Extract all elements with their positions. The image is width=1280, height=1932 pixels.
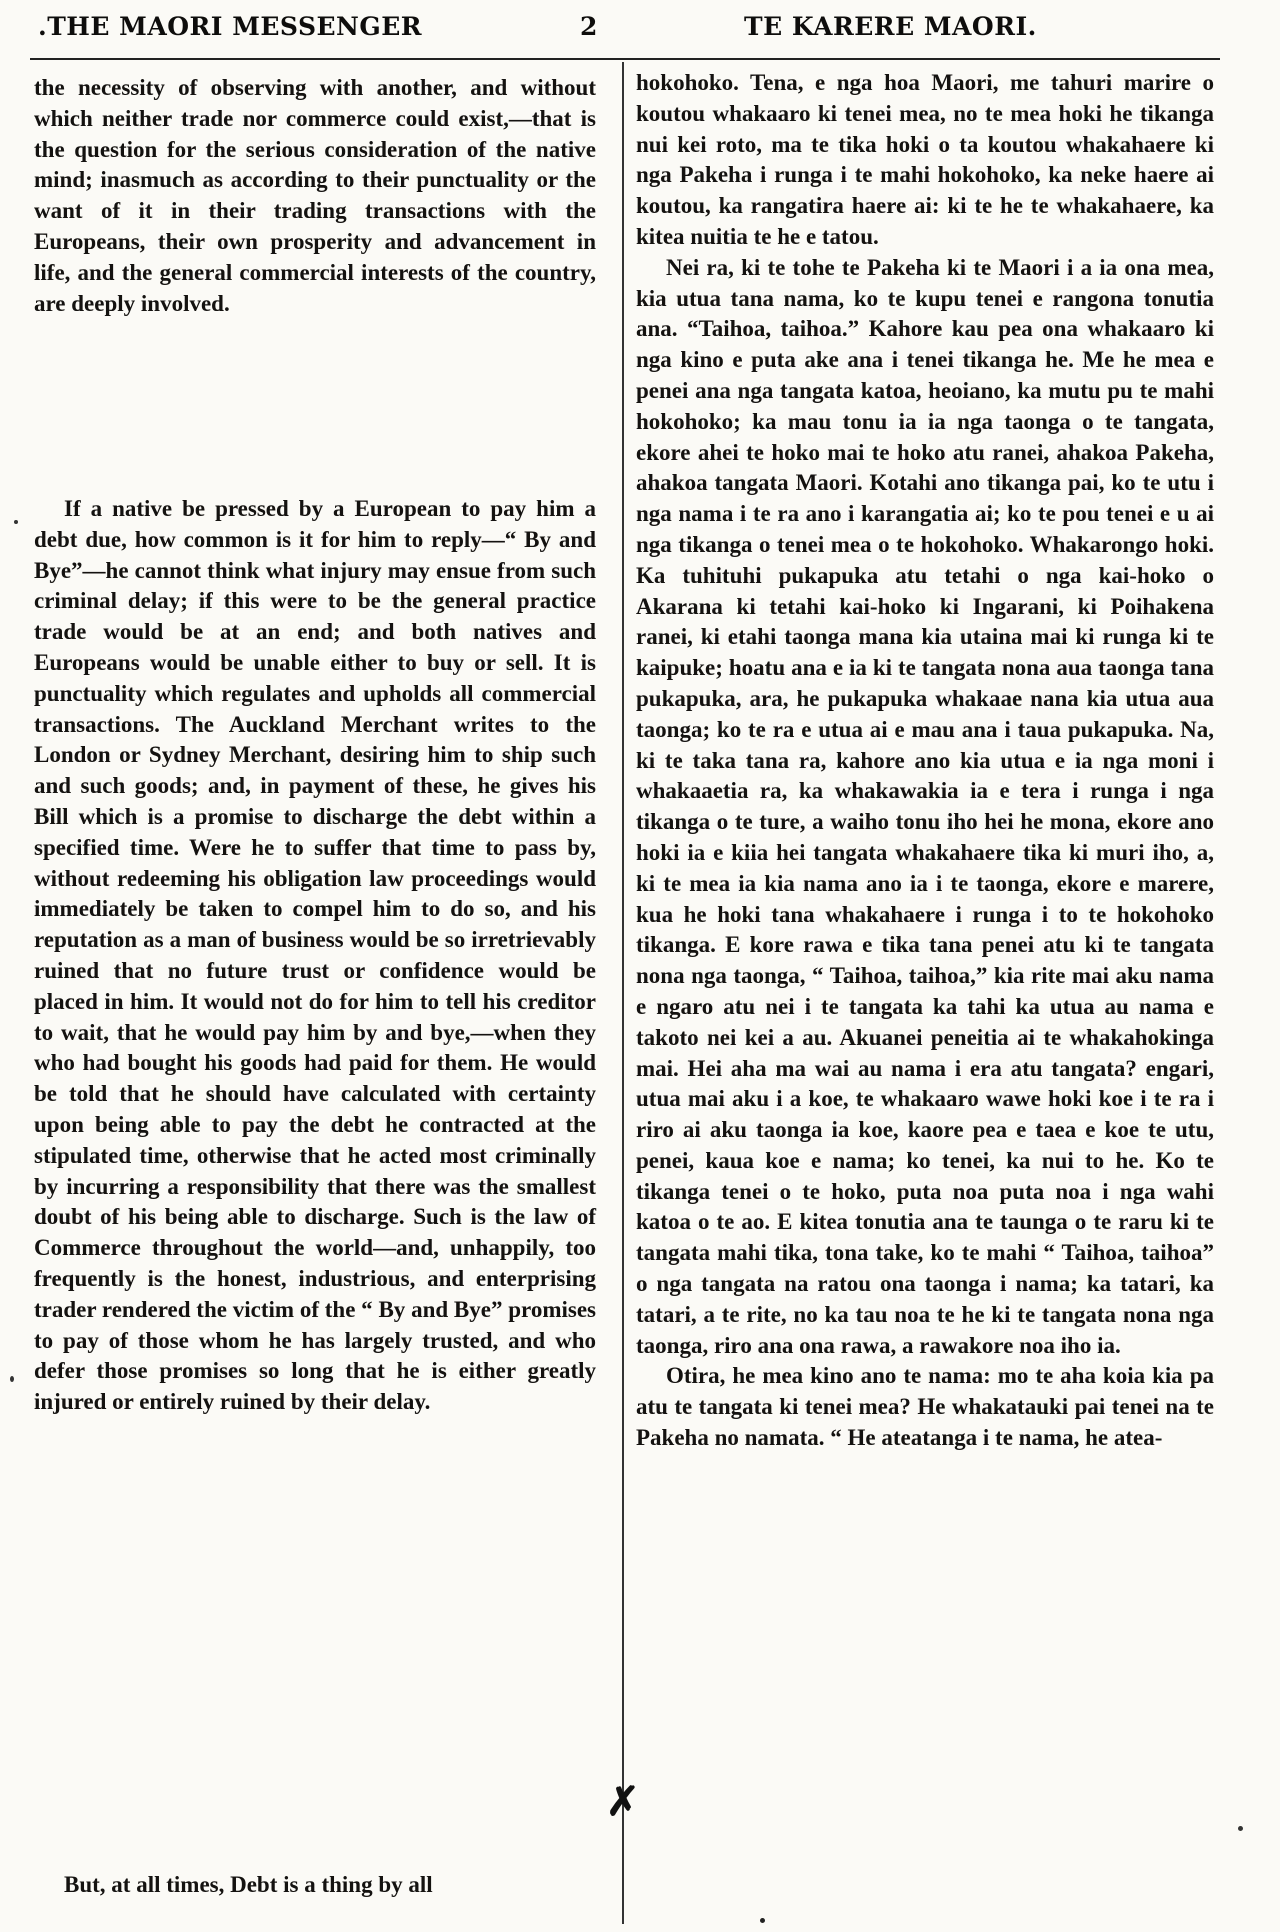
- english-paragraph-2: If a native be pressed by a European to pay him a debt due, how common is it for him to reply—“ By and Bye”—he cannot think what injury may ensue from such criminal delay; if this were to be the general practice trade would be at an end; and both natives and Europeans would be unable either to buy or sell. It is punctuality which regulates and upholds all commercial transactions. The Auckland Merchant writes to the London or Sydney Merchant, desiring him to ship such and such goods; and, in payment of these, he gives his Bill which is a promise to discharge the debt within a specified time. Were he to suffer that time to pass by, without redeeming his obligation law proceedings would immediately be taken to compel him to do so, and his reputation as a man of business would be so irretrievably ruined that no future trust or confidence would be placed in him. It would not do for him to tell his creditor to wait, that he would pay him by and bye,—when they who had bought his goods had paid for them. He would be told that he should have calculated with certainty upon being able to pay the debt he contracted at the stipulated time, otherwise that he acted most criminally by incurring a responsibility that there was the smallest doubt of his being able to discharge. Such is the law of Commerce throughout the world—and, unhappily, too frequently is the honest, industrious, and enterprising trader rendered the victim of the “ By and Bye” promises to pay of those whom he has largely trusted, and who defer those promises so long that he is either greatly injured or entirely ruined by their delay.: [34, 496, 596, 1415]
- english-column-top: [34, 73, 596, 319]
- page-number: 2: [580, 12, 598, 41]
- english-column-main: [34, 494, 596, 1418]
- page-header: [0, 8, 1280, 48]
- print-speck: [10, 1376, 14, 1382]
- english-masthead: .THE MAORI MESSENGER: [38, 12, 423, 41]
- english-column-bottom: [34, 1870, 616, 1901]
- ink-cross-mark: ✗: [606, 1779, 640, 1824]
- maori-paragraph-2: Nei ra, ki te tohe te Pakeha ki te Maori i a ia ona mea, kia utua tana nama, ko te kupu tenei e rangona tonutia ana. “Taihoa, taihoa.” Kahore kau pea ona whakaaro ki nga kino e puta ake ana i tenei tikanga he. Me he mea e penei ana nga tangata katoa, heoiano, ka mutu pu te mahi hokohoko; ka mau tonu ia ia nga taonga o te tangata, ekore ahei te hoko mai te hoko atu ranei, ahakoa Pakeha, ahakoa tangata Maori. Kotahi ano tikanga pai, ko te utu i nga nama i te ra ano i karangatia ai; ko te pou tenei e u ai nga tikanga o tenei mea o te hokohoko. Whakarongo hoki. Ka tuhituhi pukapuka atu tetahi o nga kai-hoko o Akarana ki tetahi kai-hoko ki Ingarani, ki Poihakena ranei, ki etahi taonga mana kia utaina mai ki runga ki te kaipuke; hoatu ana e ia ki te tangata nona aua taonga tana pukapuka, ara, he pukapuka whakaae nana kia utua aua taonga; ko te ra e utua ai e mau ana i taua pukapuka. Na, ki te taka tana ra, kahore ano kia utua e ia nga moni i whakaaetia ra, ka whakawakia ia e tera i runga i nga tikanga o te ture, a waiho tonu iho hei he mona, ekore ano hoki ia e kiia hei tangata whakahaere tika ki muri iho, a, ki te mea ia kia nama ano ia i te taonga, ekore e marere, kua he hoki tana whakahaere i runga i to te hokohoko tikanga. E kore rawa e tika tana penei atu ki te tangata nona nga taonga, “ Taihoa, taihoa,” kia rite mai aku nama e ngaro atu nei i te tangata ka tahi ka utua au nama e takoto nei kei a au. Akuanei peneitia ai te whakahokinga mai. Hei aha ma wai au nama i era atu tangata? engari, utua mai aku i a koe, te whakaaro wawe hoki koe i te ra i riro ai aku taonga ia koe, kaore pea e taea e koe te utu, penei, kaua koe e nama; ko tenei, ka nui to he. Ko te tikanga tenei o te hoko, puta noa puta noa i nga wahi katoa o te ao. E kitea tonutia ana te taunga o te raru ki te tangata mahi tika, tona take, ko te mahi “ Taihoa, taihoa” o nga tangata na ratou ona taonga i nama; ka tatari, ka tatari, a te rite, no ka tau noa te he ki te tangata nona nga taonga, riro ana ona rawa, a rawakore noa iho ia.: [636, 254, 1214, 1358]
- english-paragraph-3: But, at all times, Debt is a thing by all: [64, 1872, 433, 1897]
- print-speck: [14, 520, 18, 524]
- maori-paragraph-1: hokohoko. Tena, e nga hoa Maori, me tahuri marire o koutou whakaaro ki tenei mea, no te mea hoki he tikanga nui kei roto, ma te tika hoki o ta koutou whakahaere ki nga Pakeha i runga i te mahi hokohoko, ka neke haere ai koutou, ka rangatira haere ai: ki te he te whakahaere, ka kitea nuitia te he e tatou.: [636, 70, 1214, 249]
- maori-paragraph-3: Otira, he mea kino ano te nama: mo te aha koia kia pa atu te tangata ki tenei mea? He whakatauki pai tenei na te Pakeha no namata. “ He ateatanga i te nama, he atea-: [636, 1363, 1214, 1451]
- maori-masthead: TE KARERE MAORI.: [744, 12, 1037, 41]
- english-paragraph-1: the necessity of observing with another, and without which neither trade nor commerce could exist,—that is the question for the serious consideration of the native mind; inasmuch as according to their punctuality or the want of it in their trading transactions with the Europeans, their own prosperity and advancement in life, and the general commercial interests of the country, are deeply involved.: [34, 75, 596, 316]
- column-divider: [622, 62, 624, 1924]
- print-speck: [1238, 1826, 1243, 1831]
- maori-column: [636, 68, 1214, 1454]
- print-speck: [760, 1918, 765, 1923]
- header-rule: [30, 58, 1220, 60]
